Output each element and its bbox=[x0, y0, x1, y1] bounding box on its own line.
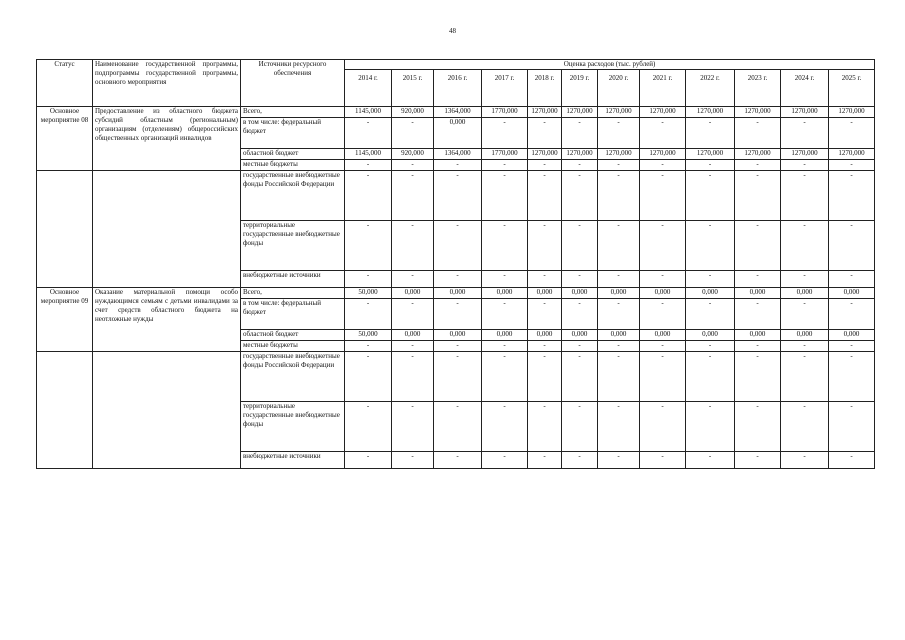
amount-cell: 1270,000 bbox=[686, 149, 735, 160]
amount-cell: - bbox=[434, 221, 482, 271]
header-year: 2025 г. bbox=[829, 70, 875, 107]
amount-cell: - bbox=[829, 221, 875, 271]
amount-cell: - bbox=[482, 299, 528, 330]
header-year: 2014 г. bbox=[345, 70, 392, 107]
header-year: 2020 г. bbox=[598, 70, 640, 107]
amount-cell: - bbox=[735, 402, 781, 452]
amount-cell: - bbox=[562, 171, 598, 221]
amount-cell: 1270,000 bbox=[781, 149, 829, 160]
amount-cell: - bbox=[562, 118, 598, 149]
amount-cell: - bbox=[345, 160, 392, 171]
amount-cell: 1364,000 bbox=[434, 107, 482, 118]
amount-cell: 920,000 bbox=[392, 107, 434, 118]
amount-cell: - bbox=[345, 452, 392, 469]
amount-cell: 50,000 bbox=[345, 288, 392, 299]
amount-cell: 0,000 bbox=[434, 288, 482, 299]
amount-cell: 1270,000 bbox=[735, 149, 781, 160]
amount-cell: - bbox=[829, 341, 875, 352]
amount-cell: - bbox=[686, 352, 735, 402]
table-row bbox=[37, 352, 875, 402]
amount-cell: - bbox=[640, 271, 686, 288]
amount-cell: - bbox=[392, 221, 434, 271]
amount-cell: - bbox=[598, 160, 640, 171]
amount-cell: - bbox=[781, 299, 829, 330]
empty-cell bbox=[93, 171, 241, 288]
amount-cell: - bbox=[686, 402, 735, 452]
amount-cell: - bbox=[392, 402, 434, 452]
amount-cell: - bbox=[829, 171, 875, 221]
amount-cell: 1270,000 bbox=[562, 149, 598, 160]
funding-source: внебюджетные источники bbox=[241, 452, 345, 469]
amount-cell: 0,000 bbox=[829, 288, 875, 299]
amount-cell: - bbox=[434, 352, 482, 402]
amount-cell: 1270,000 bbox=[640, 107, 686, 118]
amount-cell: - bbox=[829, 352, 875, 402]
amount-cell: - bbox=[829, 118, 875, 149]
table-row bbox=[37, 288, 875, 299]
funding-source: Всего, bbox=[241, 288, 345, 299]
section-name: Оказание материальной помощи особо нуждающимся семьям с детьми инвалидами за счет средств областного бюджета на неотложные нужды bbox=[93, 288, 241, 352]
amount-cell: - bbox=[829, 402, 875, 452]
amount-cell: - bbox=[781, 352, 829, 402]
amount-cell: 0,000 bbox=[392, 330, 434, 341]
amount-cell: 0,000 bbox=[829, 330, 875, 341]
amount-cell: - bbox=[686, 299, 735, 330]
amount-cell: - bbox=[528, 402, 562, 452]
amount-cell: 0,000 bbox=[528, 288, 562, 299]
amount-cell: - bbox=[686, 271, 735, 288]
amount-cell: 1145,000 bbox=[345, 149, 392, 160]
funding-source: внебюджетные источники bbox=[241, 271, 345, 288]
funding-source: областной бюджет bbox=[241, 149, 345, 160]
amount-cell: - bbox=[434, 171, 482, 221]
amount-cell: - bbox=[482, 402, 528, 452]
amount-cell: - bbox=[528, 118, 562, 149]
funding-source: территориальные государственные внебюджетные фонды bbox=[241, 221, 345, 271]
amount-cell: - bbox=[482, 352, 528, 402]
amount-cell: - bbox=[562, 352, 598, 402]
amount-cell: - bbox=[598, 452, 640, 469]
amount-cell: 1270,000 bbox=[829, 107, 875, 118]
amount-cell: - bbox=[781, 402, 829, 452]
amount-cell: - bbox=[781, 452, 829, 469]
amount-cell: 1270,000 bbox=[598, 107, 640, 118]
amount-cell: 1270,000 bbox=[735, 107, 781, 118]
amount-cell: - bbox=[562, 402, 598, 452]
amount-cell: - bbox=[528, 299, 562, 330]
empty-cell bbox=[37, 171, 93, 288]
amount-cell: - bbox=[735, 221, 781, 271]
amount-cell: - bbox=[562, 299, 598, 330]
amount-cell: - bbox=[735, 341, 781, 352]
section-name: Предоставление из областного бюджета субсидий областным (региональным) организациям (отделениям) общероссийских общественных организаций инвалидов bbox=[93, 107, 241, 171]
amount-cell: 0,000 bbox=[562, 288, 598, 299]
funding-source: местные бюджеты bbox=[241, 341, 345, 352]
amount-cell: - bbox=[686, 341, 735, 352]
amount-cell: - bbox=[392, 341, 434, 352]
header-year: 2018 г. bbox=[528, 70, 562, 107]
amount-cell: - bbox=[392, 452, 434, 469]
amount-cell: - bbox=[345, 402, 392, 452]
header-sources: Источники ресурсного обеспечения bbox=[241, 60, 345, 107]
amount-cell: 920,000 bbox=[392, 149, 434, 160]
page-number: 48 bbox=[449, 27, 456, 35]
amount-cell: - bbox=[686, 171, 735, 221]
amount-cell: - bbox=[829, 271, 875, 288]
amount-cell: - bbox=[345, 341, 392, 352]
funding-source: областной бюджет bbox=[241, 330, 345, 341]
amount-cell: - bbox=[482, 271, 528, 288]
header-status: Статус bbox=[37, 60, 93, 107]
amount-cell: - bbox=[482, 452, 528, 469]
header-year: 2016 г. bbox=[434, 70, 482, 107]
amount-cell: 1364,000 bbox=[434, 149, 482, 160]
amount-cell: - bbox=[829, 452, 875, 469]
funding-source: территориальные государственные внебюджетные фонды bbox=[241, 402, 345, 452]
amount-cell: - bbox=[392, 118, 434, 149]
budget-table bbox=[36, 59, 875, 469]
amount-cell: - bbox=[735, 352, 781, 402]
amount-cell: - bbox=[482, 118, 528, 149]
amount-cell: - bbox=[528, 271, 562, 288]
amount-cell: - bbox=[392, 160, 434, 171]
amount-cell: - bbox=[345, 221, 392, 271]
amount-cell: - bbox=[686, 118, 735, 149]
amount-cell: - bbox=[640, 452, 686, 469]
amount-cell: - bbox=[434, 299, 482, 330]
amount-cell: 1770,000 bbox=[482, 149, 528, 160]
amount-cell: - bbox=[345, 171, 392, 221]
amount-cell: 0,000 bbox=[735, 288, 781, 299]
funding-source: Всего, bbox=[241, 107, 345, 118]
section-status: Основное мероприятие 09 bbox=[37, 288, 93, 352]
amount-cell: - bbox=[781, 118, 829, 149]
amount-cell: 0,000 bbox=[392, 288, 434, 299]
amount-cell: - bbox=[434, 452, 482, 469]
amount-cell: 1770,000 bbox=[482, 107, 528, 118]
amount-cell: 1145,000 bbox=[345, 107, 392, 118]
amount-cell: 0,000 bbox=[598, 288, 640, 299]
amount-cell: - bbox=[640, 221, 686, 271]
amount-cell: - bbox=[598, 221, 640, 271]
amount-cell: - bbox=[528, 341, 562, 352]
amount-cell: - bbox=[640, 341, 686, 352]
amount-cell: - bbox=[562, 221, 598, 271]
header-estimate: Оценка расходов (тыс. рублей) bbox=[345, 60, 875, 70]
table-row bbox=[37, 107, 875, 118]
amount-cell: - bbox=[482, 171, 528, 221]
amount-cell: - bbox=[640, 160, 686, 171]
amount-cell: - bbox=[686, 221, 735, 271]
amount-cell: - bbox=[528, 160, 562, 171]
header-year: 2017 г. bbox=[482, 70, 528, 107]
amount-cell: 1270,000 bbox=[829, 149, 875, 160]
amount-cell: - bbox=[735, 452, 781, 469]
amount-cell: - bbox=[345, 271, 392, 288]
funding-source: в том числе: федеральный бюджет bbox=[241, 299, 345, 330]
amount-cell: - bbox=[482, 341, 528, 352]
amount-cell: 0,000 bbox=[686, 288, 735, 299]
amount-cell: - bbox=[781, 160, 829, 171]
amount-cell: - bbox=[735, 118, 781, 149]
amount-cell: - bbox=[598, 352, 640, 402]
amount-cell: - bbox=[562, 271, 598, 288]
amount-cell: 0,000 bbox=[482, 288, 528, 299]
amount-cell: 0,000 bbox=[781, 330, 829, 341]
amount-cell: 0,000 bbox=[686, 330, 735, 341]
amount-cell: - bbox=[528, 171, 562, 221]
empty-cell bbox=[37, 352, 93, 469]
amount-cell: - bbox=[781, 221, 829, 271]
header-year: 2021 г. bbox=[640, 70, 686, 107]
header-name: Наименование государственной программы, подпрограммы государственной программы, основного мероприятия bbox=[93, 60, 241, 107]
funding-source: в том числе: федеральный бюджет bbox=[241, 118, 345, 149]
amount-cell: 0,000 bbox=[598, 330, 640, 341]
amount-cell: 0,000 bbox=[735, 330, 781, 341]
amount-cell: - bbox=[598, 402, 640, 452]
amount-cell: - bbox=[528, 452, 562, 469]
amount-cell: - bbox=[735, 171, 781, 221]
amount-cell: 0,000 bbox=[482, 330, 528, 341]
amount-cell: - bbox=[781, 171, 829, 221]
amount-cell: - bbox=[735, 299, 781, 330]
amount-cell: - bbox=[640, 299, 686, 330]
amount-cell: - bbox=[482, 160, 528, 171]
empty-cell bbox=[93, 352, 241, 469]
amount-cell: - bbox=[598, 271, 640, 288]
section-status: Основное мероприятие 08 bbox=[37, 107, 93, 171]
amount-cell: - bbox=[640, 171, 686, 221]
amount-cell: 1270,000 bbox=[781, 107, 829, 118]
table-row bbox=[37, 171, 875, 221]
amount-cell: - bbox=[434, 341, 482, 352]
amount-cell: 0,000 bbox=[434, 330, 482, 341]
amount-cell: - bbox=[392, 271, 434, 288]
amount-cell: - bbox=[562, 452, 598, 469]
header-year: 2024 г. bbox=[781, 70, 829, 107]
amount-cell: - bbox=[345, 352, 392, 402]
amount-cell: - bbox=[735, 160, 781, 171]
amount-cell: 0,000 bbox=[562, 330, 598, 341]
amount-cell: - bbox=[598, 118, 640, 149]
amount-cell: 0,000 bbox=[781, 288, 829, 299]
amount-cell: - bbox=[434, 271, 482, 288]
amount-cell: 0,000 bbox=[640, 288, 686, 299]
amount-cell: 1270,000 bbox=[640, 149, 686, 160]
amount-cell: 1270,000 bbox=[528, 149, 562, 160]
amount-cell: - bbox=[640, 402, 686, 452]
amount-cell: - bbox=[345, 118, 392, 149]
funding-source: государственные внебюджетные фонды Российской Федерации bbox=[241, 171, 345, 221]
amount-cell: - bbox=[562, 341, 598, 352]
amount-cell: 0,000 bbox=[528, 330, 562, 341]
amount-cell: - bbox=[482, 221, 528, 271]
amount-cell: - bbox=[686, 160, 735, 171]
amount-cell: - bbox=[640, 352, 686, 402]
amount-cell: - bbox=[528, 221, 562, 271]
amount-cell: - bbox=[434, 402, 482, 452]
amount-cell: - bbox=[781, 341, 829, 352]
amount-cell: - bbox=[598, 299, 640, 330]
amount-cell: - bbox=[392, 352, 434, 402]
amount-cell: - bbox=[598, 171, 640, 221]
amount-cell: - bbox=[829, 299, 875, 330]
amount-cell: 0,000 bbox=[434, 118, 482, 149]
funding-source: государственные внебюджетные фонды Российской Федерации bbox=[241, 352, 345, 402]
amount-cell: - bbox=[562, 160, 598, 171]
amount-cell: 1270,000 bbox=[598, 149, 640, 160]
amount-cell: - bbox=[392, 171, 434, 221]
header-year: 2019 г. bbox=[562, 70, 598, 107]
header-year: 2015 г. bbox=[392, 70, 434, 107]
amount-cell: - bbox=[686, 452, 735, 469]
amount-cell: - bbox=[434, 160, 482, 171]
funding-source: местные бюджеты bbox=[241, 160, 345, 171]
amount-cell: - bbox=[640, 118, 686, 149]
header-year: 2023 г. bbox=[735, 70, 781, 107]
amount-cell: - bbox=[829, 160, 875, 171]
amount-cell: - bbox=[528, 352, 562, 402]
amount-cell: 1270,000 bbox=[686, 107, 735, 118]
amount-cell: - bbox=[345, 299, 392, 330]
amount-cell: - bbox=[781, 271, 829, 288]
header-year: 2022 г. bbox=[686, 70, 735, 107]
amount-cell: - bbox=[598, 341, 640, 352]
amount-cell: - bbox=[735, 271, 781, 288]
amount-cell: 0,000 bbox=[640, 330, 686, 341]
amount-cell: 50,000 bbox=[345, 330, 392, 341]
amount-cell: - bbox=[392, 299, 434, 330]
amount-cell: 1270,000 bbox=[562, 107, 598, 118]
amount-cell: 1270,000 bbox=[528, 107, 562, 118]
